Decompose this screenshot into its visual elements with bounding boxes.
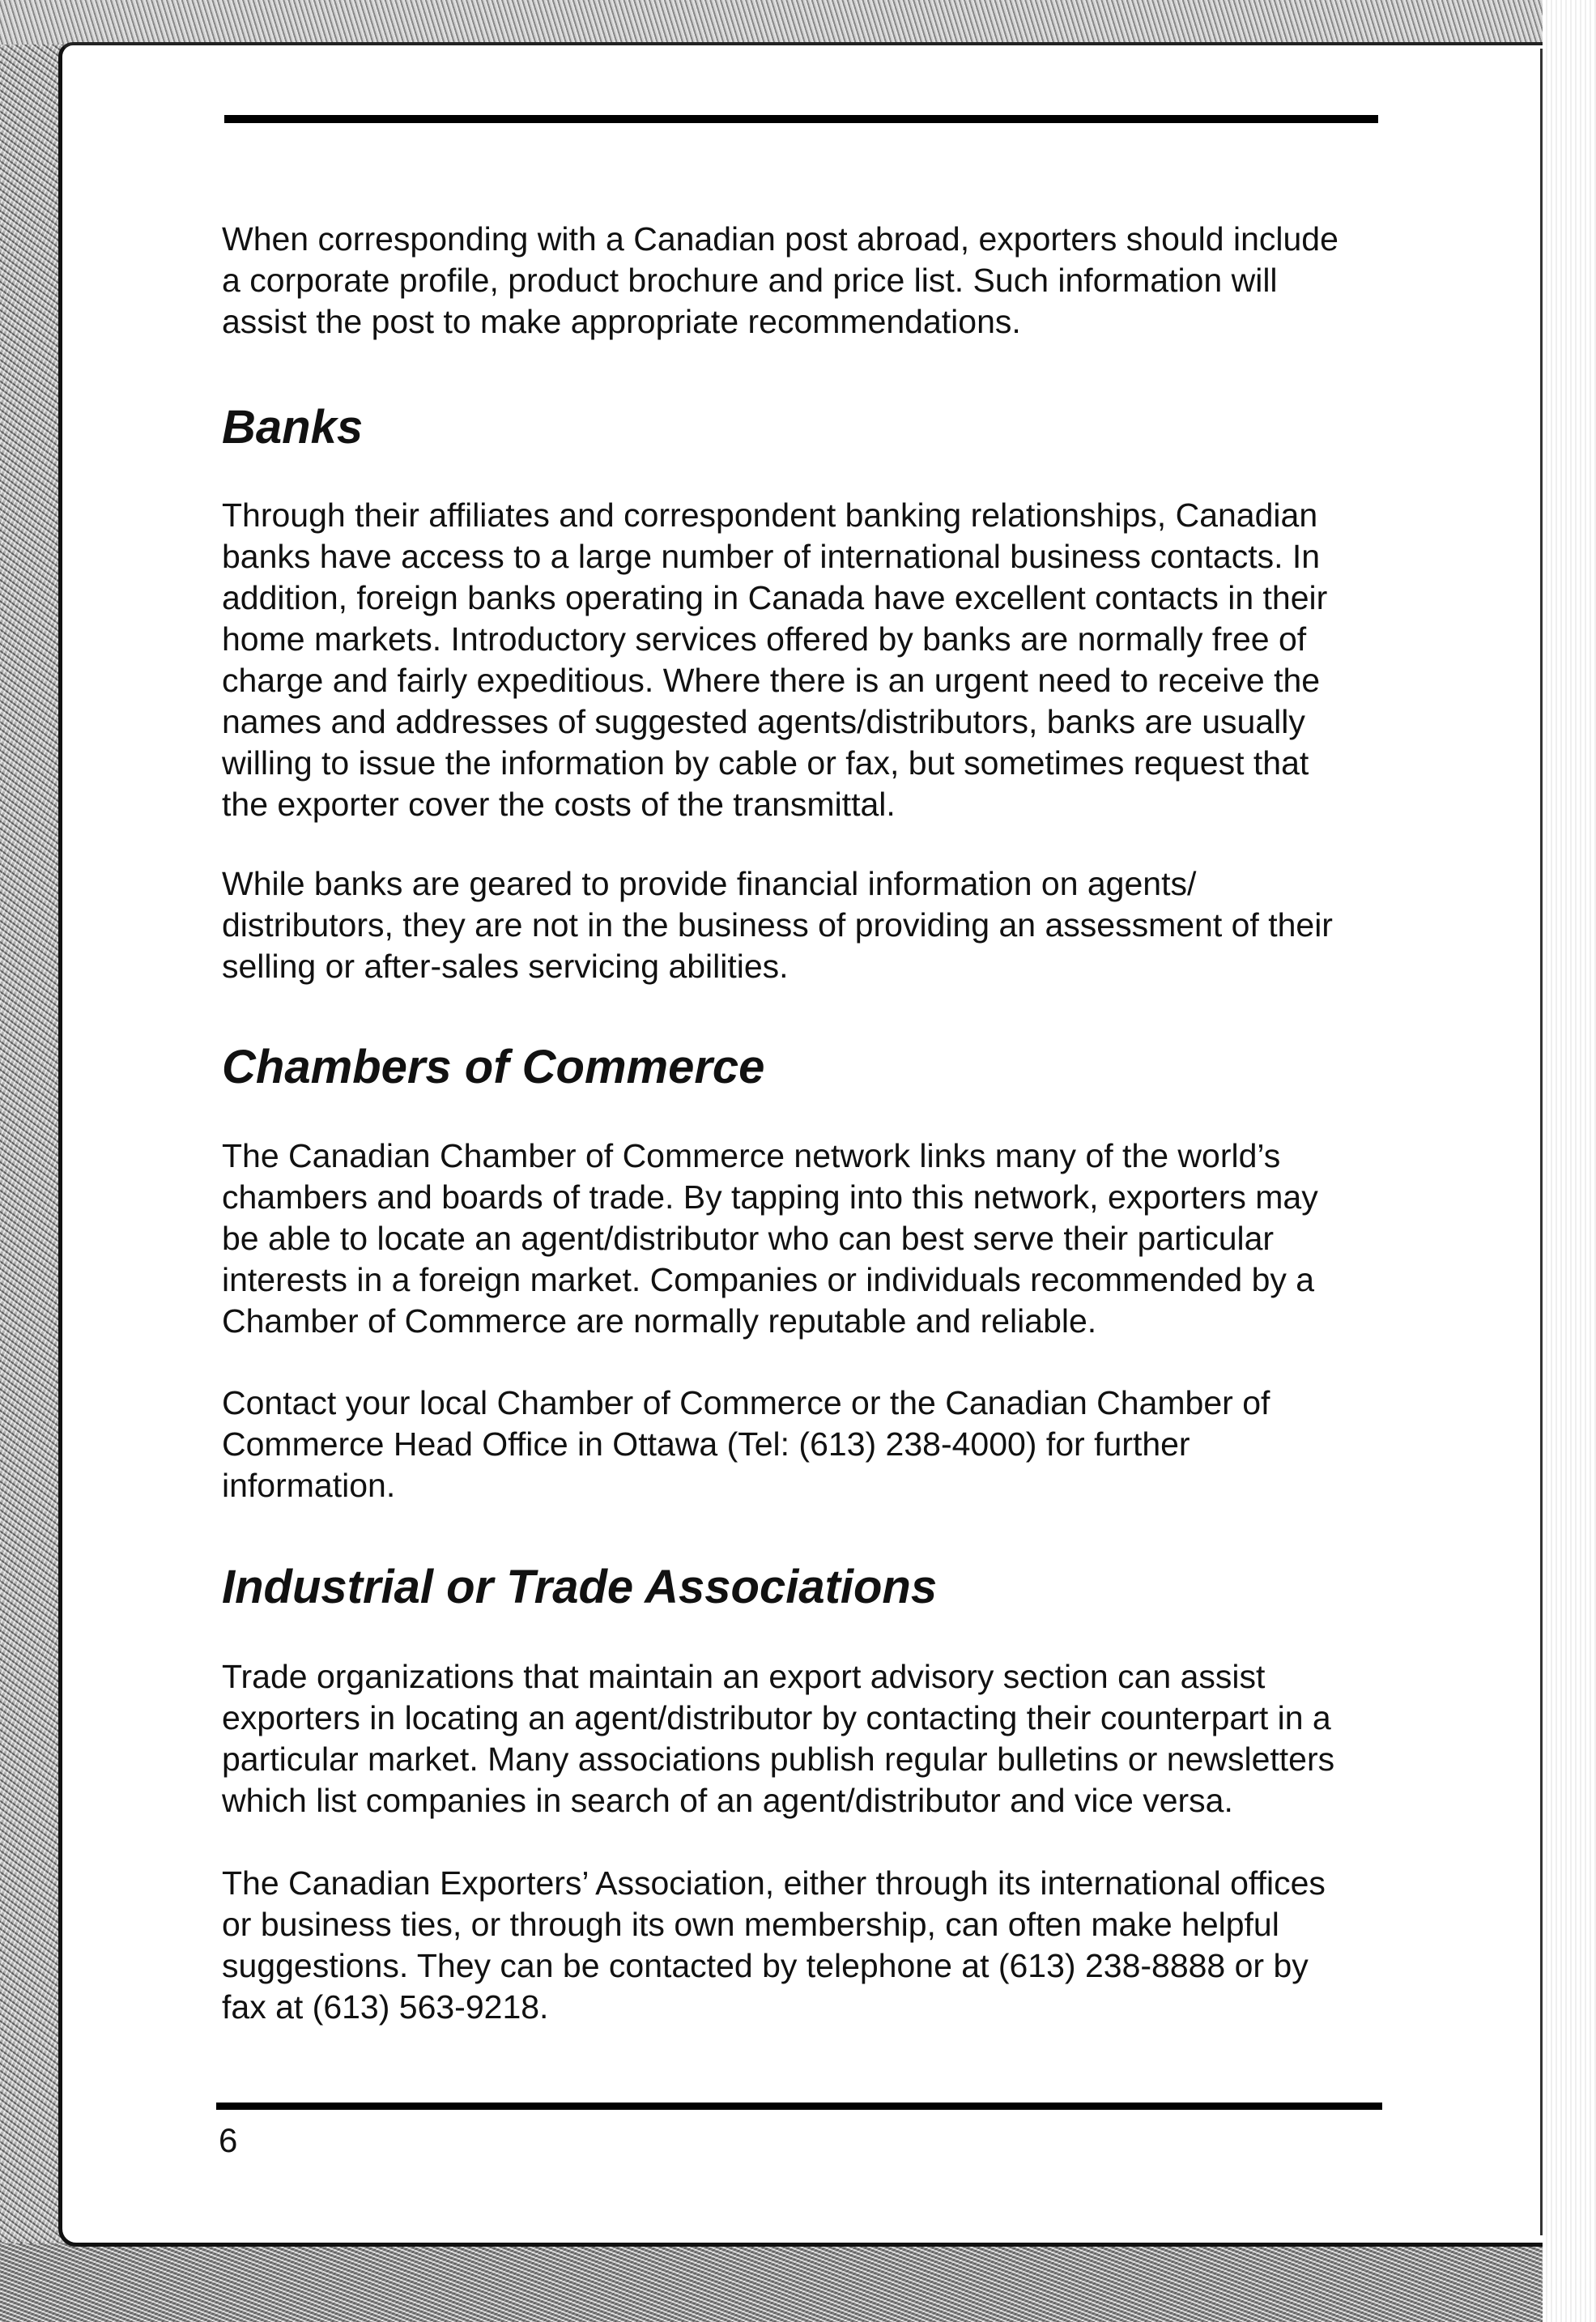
- top-rule: [224, 115, 1378, 123]
- scan-noise-top: [0, 0, 1596, 45]
- intro-paragraph: When corresponding with a Canadian post abroad, exporters should include a corporate profile, product brochure and price list. Such information will assist the post to make appropriate recommendations.: [222, 220, 1339, 340]
- scan-noise-left: [0, 0, 65, 2322]
- scan-noise-bottom: [0, 2243, 1596, 2322]
- scan-margin-right: [1543, 0, 1596, 2322]
- banks-paragraph-1: Through their affiliates and correspondent banking relationships, Canadian banks have access to a large number of international business contacts. In addition, foreign banks operating in Canada have excellent contacts in their home markets. Introductory services offered by banks are normally free of charge and fairly expeditious. Where there is an urgent need to receive the names and addresses of suggested agents/distributors, banks are usually willing to issue the information by cable or fax, but sometimes request that the exporter cover the costs of the transmittal.: [222, 496, 1328, 823]
- page-number: 6: [219, 2121, 238, 2159]
- page-right-edge: [1540, 49, 1543, 2235]
- section-heading-banks: Banks: [222, 401, 364, 454]
- bottom-rule: [216, 2103, 1382, 2110]
- associations-paragraph-2: The Canadian Exporters’ Association, either through its international offices or business ties, or through its own membership, can often make helpful suggestions. They can be contacted by telephone at (613) 238-8888 or by fax at (613) 563-9218.: [222, 1864, 1326, 2026]
- chambers-paragraph-1: The Canadian Chamber of Commerce network links many of the world’s chambers and boards of trade. By tapping into this network, exporters may be able to locate an agent/distributor who can best serve their particular interests in a foreign market. Companies or individuals recommended by a Chamber of Commerce are normally reputable and reliable.: [222, 1137, 1318, 1340]
- banks-paragraph-2: While banks are geared to provide financial information on agents/ distributors, they are not in the business of providing an assessment of their selling or after-sales servicing abilities.: [222, 865, 1333, 985]
- section-heading-associations: Industrial or Trade Associations: [222, 1561, 938, 1613]
- associations-paragraph-1: Trade organizations that maintain an export advisory section can assist exporters in locating an agent/distributor by contacting their counterpart in a particular market. Many associations publish regular bulletins or newsletters which list companies in search of an agent/distributor and vice versa.: [222, 1658, 1335, 1819]
- section-heading-chambers: Chambers of Commerce: [222, 1041, 765, 1093]
- chambers-paragraph-2: Contact your local Chamber of Commerce or the Canadian Chamber of Commerce Head Office in Ottawa (Tel: (613) 238-4000) for further information.: [222, 1384, 1270, 1504]
